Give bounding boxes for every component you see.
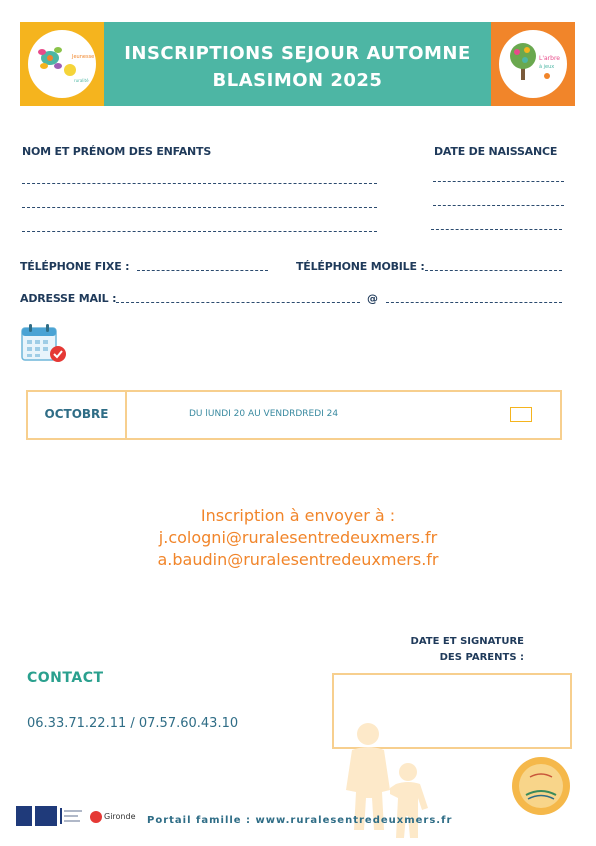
session-checkbox[interactable] [510,407,532,422]
email-contact-1[interactable]: j.cologni@ruralesentredeuxmers.fr [158,528,438,547]
svg-text:L'arbre: L'arbre [539,55,560,62]
title-line-2: BLASIMON 2025 [212,70,383,91]
header-right-panel [491,22,575,106]
tree-logo-icon [499,30,567,98]
email-user-field[interactable] [116,302,360,303]
session-month: OCTOBRE [44,407,109,421]
portail-famille-link[interactable]: Portail famille : www.ruralesentredeuxmers.fr [147,815,453,826]
gironde-text: Gironde [104,812,136,821]
session-dates: DU lUNDI 20 AU VENDRDREDI 24 [189,409,339,419]
svg-text:ruralité: ruralité [74,78,89,83]
child-name-field-1[interactable] [22,183,377,184]
send-instruction: Inscription à envoyer à : [200,506,396,525]
child-name-field-3[interactable] [22,231,377,232]
birthdate-label: DATE DE NAISSANCE [434,145,558,158]
email-label: ADRESSE MAIL : [20,292,117,305]
children-name-label: NOM ET PRÉNOM DES ENFANTS [22,145,212,158]
phone-fixed-field[interactable] [137,270,268,271]
email-contact-2[interactable]: a.baudin@ruralesentredeuxmers.fr [157,550,439,569]
contact-phones: 06.33.71.22.11 / 07.57.60.43.10 [27,716,239,731]
session-october-row [26,390,562,440]
birthdate-field-3[interactable] [431,229,562,230]
birthdate-field-2[interactable] [433,205,564,206]
session-divider [125,392,127,438]
gironde-logo-icon [89,808,139,826]
rurales-logo-icon [512,757,570,815]
turtle-logo-icon [28,30,96,98]
birthdate-field-1[interactable] [433,181,564,182]
header-title [104,22,491,106]
partner-logo-3-icon [60,806,84,826]
contact-title: CONTACT [27,670,104,686]
svg-text:à jeux: à jeux [539,64,555,70]
calendar-check-icon [20,322,68,364]
svg-text:Jeunesse: Jeunesse [72,54,95,60]
child-name-field-2[interactable] [22,207,377,208]
email-domain-field[interactable] [386,302,562,303]
email-at-sign: @ [367,292,378,305]
partner-logo-1-icon [16,806,32,826]
msa-logo-icon [35,806,57,826]
header-left-panel [20,22,104,106]
phone-mobile-label: TÉLÉPHONE MOBILE : [296,260,425,273]
phone-mobile-field[interactable] [425,270,562,271]
signature-label-2: DES PARENTS : [439,652,524,663]
phone-fixed-label: TÉLÉPHONE FIXE : [20,260,130,273]
title-line-1: INSCRIPTIONS SEJOUR AUTOMNE [124,43,471,64]
signature-label-1: DATE ET SIGNATURE [410,636,524,647]
